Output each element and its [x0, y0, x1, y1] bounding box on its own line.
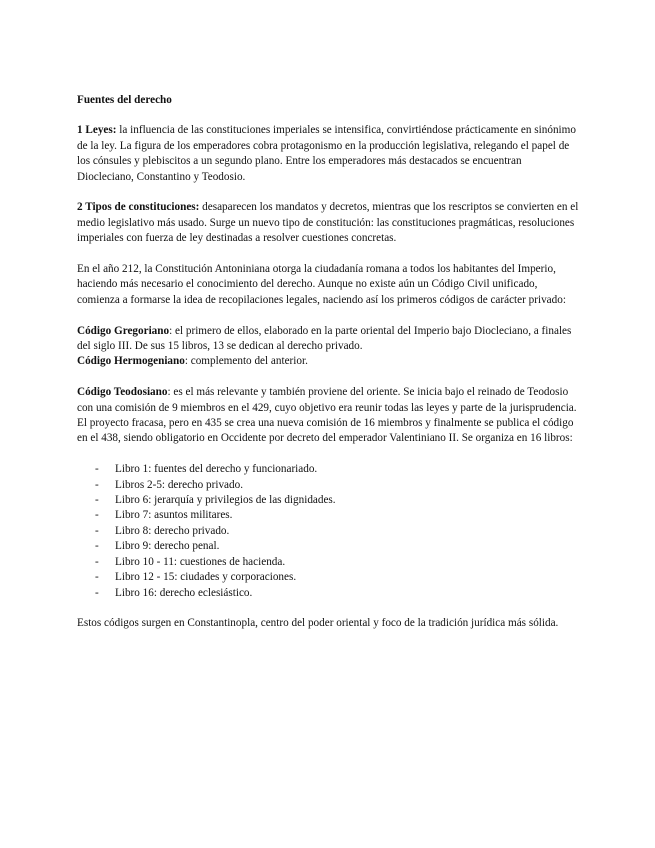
codigo-hermogeniano-text: : complemento del anterior.: [184, 355, 308, 368]
list-item-text: Libro 9: derecho penal.: [115, 540, 220, 553]
list-item-text: Libro 12 - 15: ciudades y corporaciones.: [115, 571, 297, 584]
bullet-dash: -: [95, 509, 99, 522]
list-item: [95, 478, 579, 493]
bullet-dash: -: [95, 463, 99, 476]
paragraph-constitucion-antoniniana: En el año 212, la Constitución Antoniniana otorga la ciudadanía romana a todos los habitantes del Imperio, haciendo más necesario el conocimiento del derecho. Aunque no existe aún un Código Civil unificado, comienza a formarse la idea de recopilaciones legales, naciendo así los primeros códigos de carácter privado:: [77, 263, 566, 306]
bullet-dash: -: [95, 478, 99, 491]
list-item: [95, 524, 579, 539]
list-item: [95, 586, 579, 601]
list-item: [95, 539, 579, 554]
bullet-dash: -: [95, 524, 99, 537]
list-item-text: Libro 6: jerarquía y privilegios de las dignidades.: [115, 494, 336, 507]
codigo-teodosiano: [77, 385, 579, 447]
list-item-text: Libro 1: fuentes del derecho y funcionariado.: [115, 463, 318, 476]
codigo-gregoriano-label: Código Gregoriano: [77, 324, 170, 337]
list-item-text: Libro 8: derecho privado.: [115, 524, 230, 537]
codigo-hermogeniano-label: Código Hermogeniano: [77, 355, 185, 368]
codigo-gregoriano: [77, 324, 579, 355]
bullet-dash: -: [95, 555, 99, 568]
section-leyes-label: 1 Leyes:: [77, 124, 117, 137]
section-tipos-text: desaparecen los mandatos y decretos, mientras que los rescriptos se convierten en el medio legislativo más usado. Surge un nuevo tipo de constitución: las constituciones pragmáticas, resoluciones imperiales con fuerza de ley destinadas a resolver cuestiones concretas.: [77, 201, 579, 245]
list-item: [95, 555, 579, 570]
codigo-gregoriano-text: : el primero de ellos, elaborado en la parte oriental del Imperio bajo Diocleciano, a finales del siglo III. De sus 15 libros, 13 se dedican al derecho privado.: [77, 324, 572, 353]
list-item-text: Libro 7: asuntos militares.: [115, 509, 233, 522]
list-item-text: Libro 16: derecho eclesiástico.: [115, 586, 253, 599]
list-item-text: Libro 10 - 11: cuestiones de hacienda.: [115, 555, 286, 568]
closing-paragraph: Estos códigos surgen en Constantinopla, centro del poder oriental y foco de la tradición jurídica más sólida.: [77, 617, 559, 630]
bullet-dash: -: [95, 586, 99, 599]
bullet-dash: -: [95, 494, 99, 507]
list-item: [95, 508, 579, 523]
bullet-dash: -: [95, 571, 99, 584]
books-list: [77, 462, 579, 601]
codigo-teodosiano-text: : es el más relevante y también proviene del oriente. Se inicia bajo el reinado de Teodosio con una comisión de 9 miembros en el 429, cuyo objetivo era reunir todas las leyes y parte de la jurisprudencia. El proyecto fracasa, pero en 435 se crea una nueva comisión de 16 miembros y finalmente se publica el código en el 438, siendo obligatorio en Occidente por decreto del emperador Valentiniano II. Se organiza en 16 libros:: [77, 386, 577, 445]
list-item-text: Libros 2-5: derecho privado.: [115, 478, 243, 491]
codigo-hermogeniano: [77, 354, 579, 369]
list-item: [95, 493, 579, 508]
document-title: Fuentes del derecho: [77, 94, 172, 106]
section-leyes: [77, 123, 579, 185]
bullet-dash: -: [95, 540, 99, 553]
section-leyes-text: la influencia de las constituciones imperiales se intensifica, convirtiéndose prácticamente en sinónimo de la ley. La figura de los emperadores cobra protagonismo en la producción legislativa, relegando el papel de los cónsules y plebiscitos a un segundo plano. Entre los emperadores más destacados se encuentran Diocleciano, Constantino y Teodosio.: [77, 124, 576, 183]
list-item: [95, 462, 579, 477]
section-tipos-label: 2 Tipos de constituciones:: [77, 201, 200, 214]
section-tipos-constituciones: [77, 200, 579, 246]
list-item: [95, 570, 579, 585]
codigo-teodosiano-label: Código Teodosiano: [77, 386, 168, 399]
